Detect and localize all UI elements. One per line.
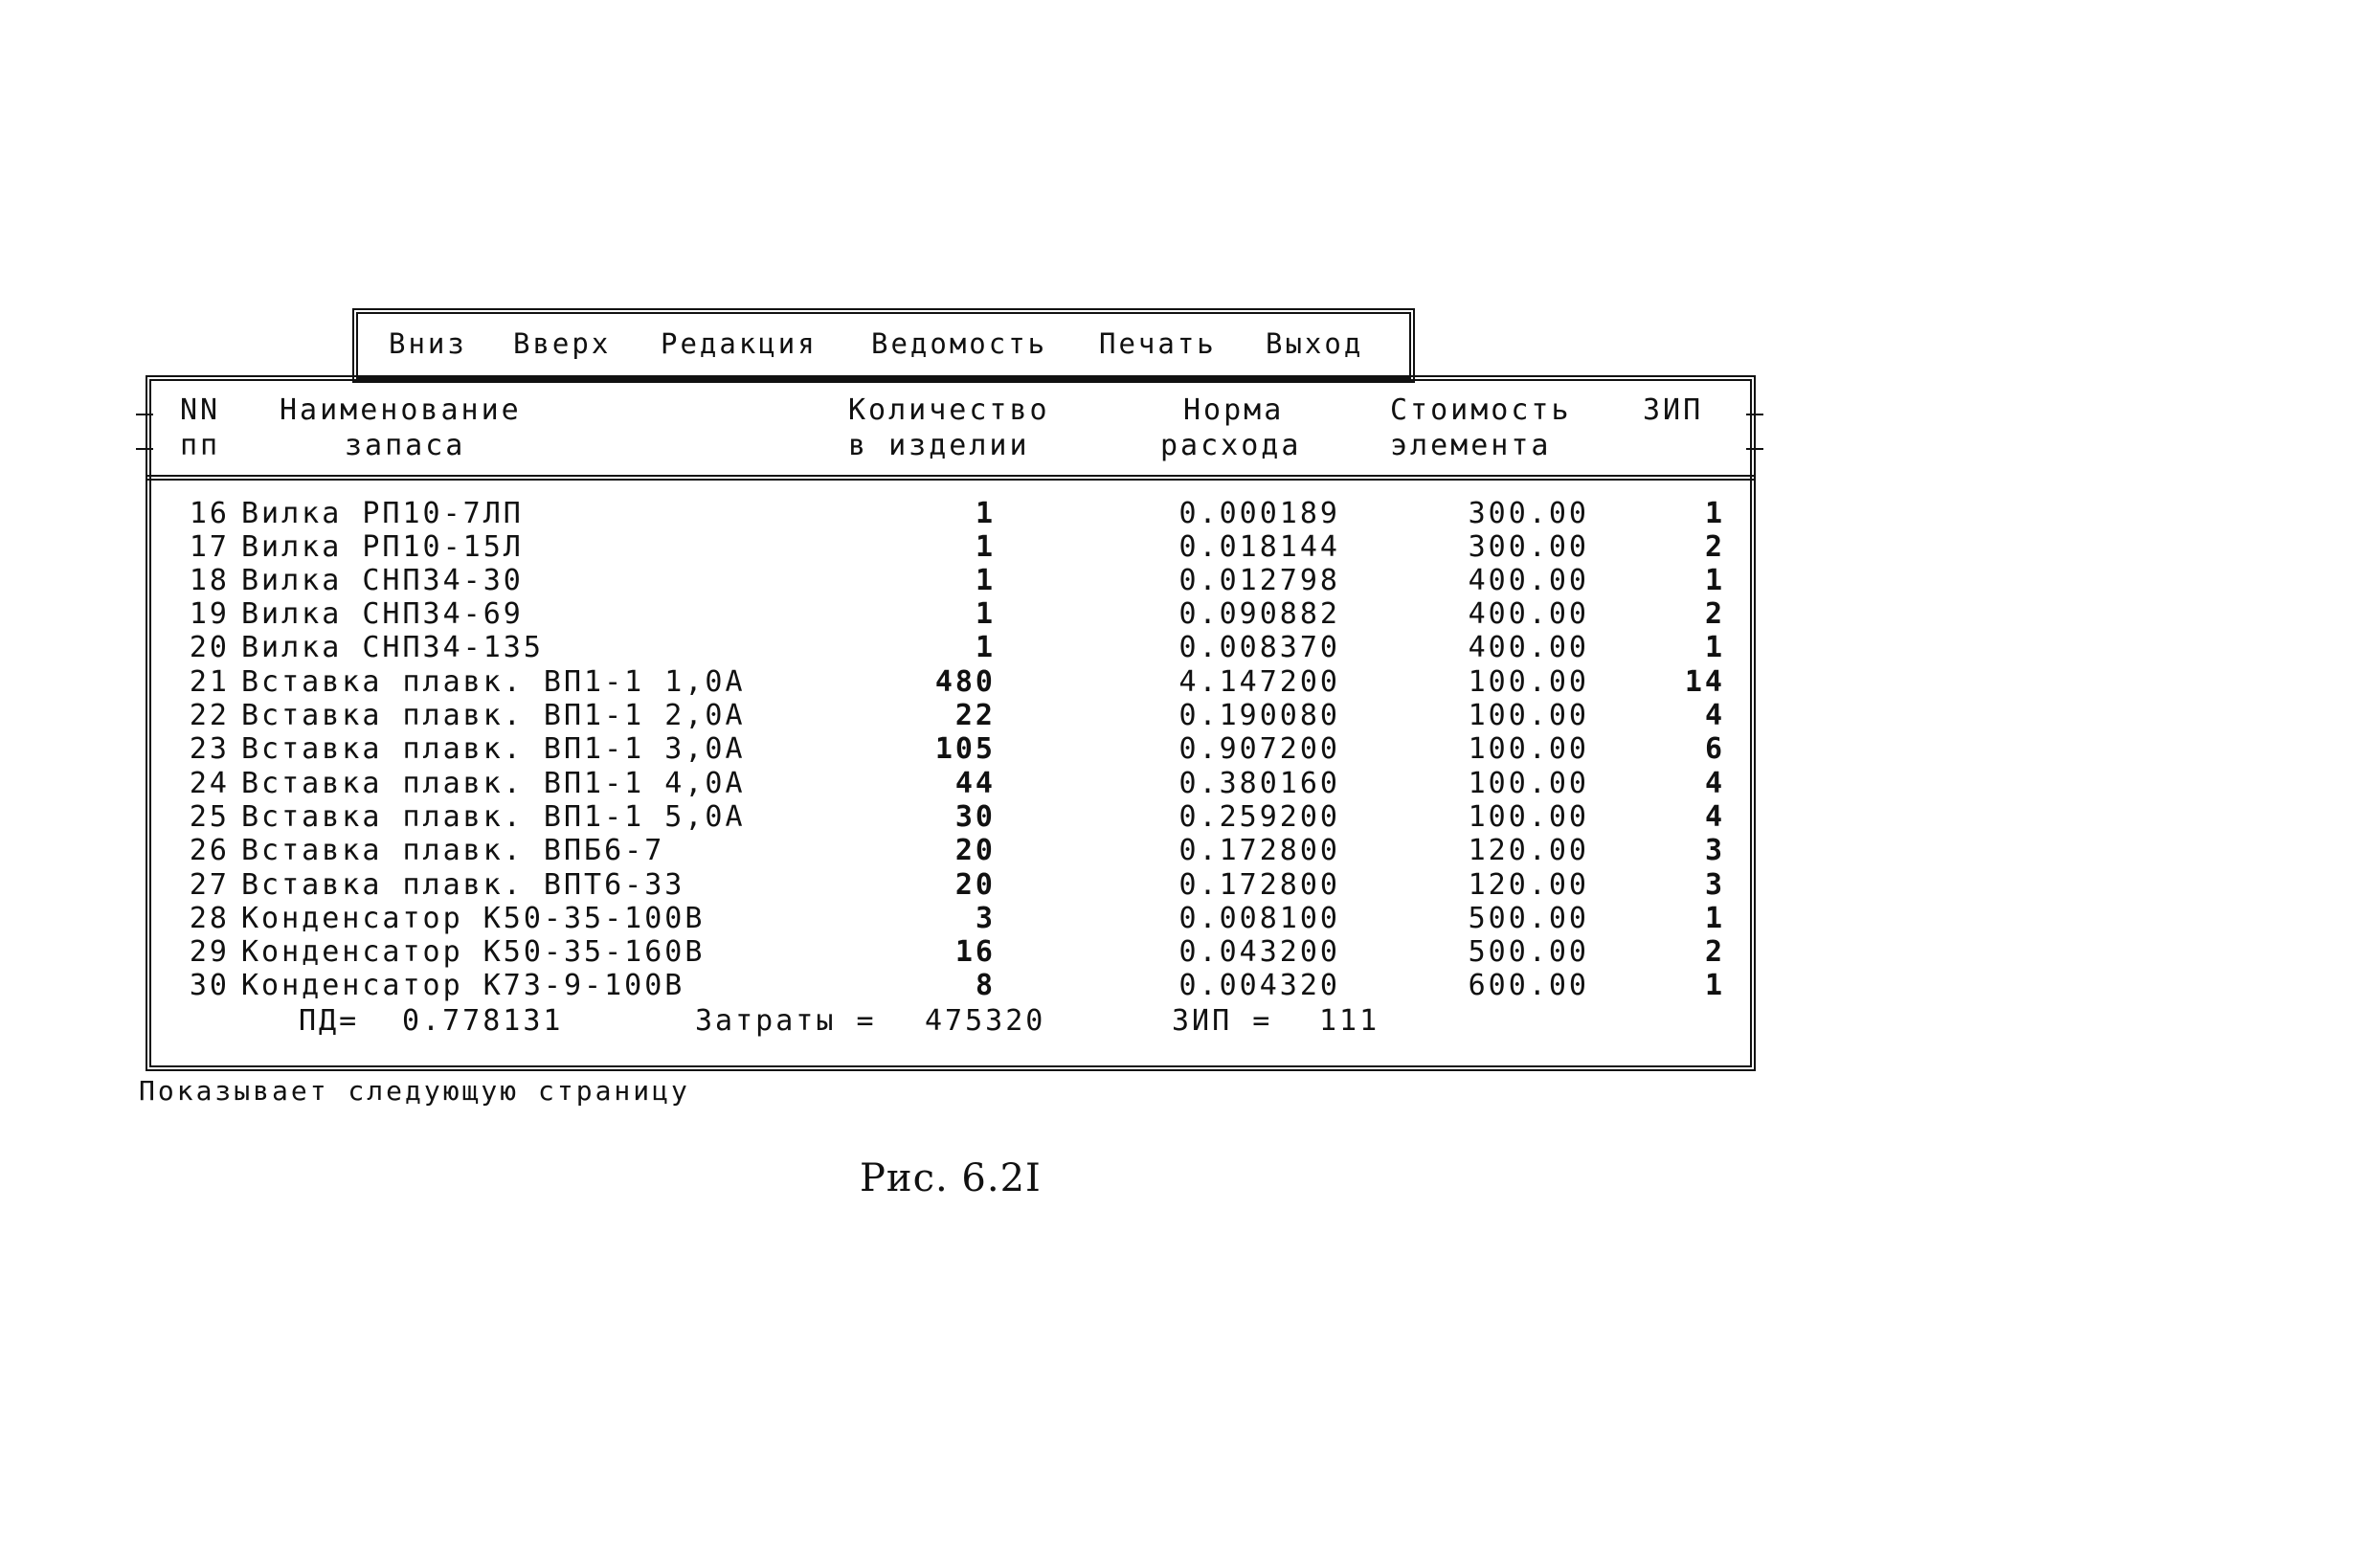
row-cost: 100.00 [1468,732,1589,766]
table-row[interactable] [0,902,2378,939]
pd-label: ПД= [299,1004,360,1038]
row-cost: 100.00 [1468,767,1589,800]
frame-tick [136,414,153,415]
row-name: Вставка плавк. ВП1-1 2,0А [241,699,746,732]
row-norm: 0.172800 [1178,834,1340,867]
row-qty: 105 [934,732,996,766]
row-name: Вставка плавк. ВПТ6-33 [241,868,685,902]
row-cost: 500.00 [1468,902,1589,935]
row-zip: 14 [1684,665,1725,699]
row-zip: 1 [1704,969,1725,1002]
menu-item-statement[interactable]: Ведомость [871,327,1048,360]
row-num: 26 [189,834,230,867]
row-norm: 0.259200 [1178,800,1340,834]
table-row[interactable] [0,497,2378,534]
table-row[interactable] [0,530,2378,568]
header-divider [146,475,1756,481]
row-name: Вилка РП10-15Л [241,530,524,564]
row-zip: 2 [1704,597,1725,631]
row-qty: 16 [954,935,996,969]
menu-item-edit[interactable]: Редакция [661,327,818,360]
header-norm-sub: расхода [1160,429,1302,462]
row-qty: 1 [975,597,996,631]
row-norm: 0.000189 [1178,497,1340,530]
row-qty: 20 [954,868,996,902]
row-cost: 400.00 [1468,631,1589,664]
row-qty: 44 [954,767,996,800]
row-cost: 120.00 [1468,868,1589,902]
row-zip: 4 [1704,767,1725,800]
row-zip: 6 [1704,732,1725,766]
frame-tick [1746,448,1763,450]
row-name: Конденсатор К73-9-100В [241,969,685,1002]
menu-item-up[interactable]: Вверх [513,327,612,360]
row-num: 20 [189,631,230,664]
header-nn: NN [180,393,221,427]
row-name: Конденсатор К50-35-100В [241,902,706,935]
cost-total-value: 475320 [925,1004,1046,1038]
header-name-sub: запаса [345,429,466,462]
row-norm: 0.190080 [1178,699,1340,732]
row-cost: 300.00 [1468,530,1589,564]
row-cost: 100.00 [1468,665,1589,699]
frame-tick [136,448,153,450]
table-row[interactable] [0,969,2378,1006]
row-num: 19 [189,597,230,631]
row-num: 18 [189,564,230,597]
row-qty: 480 [934,665,996,699]
menu-item-exit[interactable]: Выход [1266,327,1364,360]
figure-caption: Рис. 6.2I [860,1156,1042,1200]
row-qty: 8 [975,969,996,1002]
row-name: Вилка СНП34-135 [241,631,544,664]
zip-total-label: ЗИП = [1172,1004,1273,1038]
row-name: Вилка РП10-7ЛП [241,497,524,530]
table-row[interactable] [0,834,2378,871]
table-row[interactable] [0,665,2378,703]
row-norm: 0.004320 [1178,969,1340,1002]
row-zip: 4 [1704,699,1725,732]
row-zip: 1 [1704,497,1725,530]
row-qty: 30 [954,800,996,834]
row-norm: 0.008370 [1178,631,1340,664]
row-qty: 3 [975,902,996,935]
row-qty: 1 [975,530,996,564]
header-cost: Стоимость [1390,393,1572,427]
row-name: Вставка плавк. ВП1-1 1,0А [241,665,746,699]
row-cost: 300.00 [1468,497,1589,530]
menu-item-print[interactable]: Печать [1099,327,1217,360]
row-num: 21 [189,665,230,699]
row-qty: 1 [975,497,996,530]
header-norm: Норма [1183,393,1285,427]
row-num: 24 [189,767,230,800]
row-num: 30 [189,969,230,1002]
cost-total-label: Затраты = [695,1004,877,1038]
row-num: 27 [189,868,230,902]
table-row[interactable] [0,732,2378,770]
row-qty: 20 [954,834,996,867]
row-zip: 2 [1704,530,1725,564]
row-qty: 22 [954,699,996,732]
row-zip: 2 [1704,935,1725,969]
row-cost: 100.00 [1468,699,1589,732]
row-name: Вилка СНП34-30 [241,564,524,597]
row-norm: 0.008100 [1178,902,1340,935]
row-name: Конденсатор К50-35-160В [241,935,706,969]
row-num: 25 [189,800,230,834]
table-row[interactable] [0,564,2378,601]
row-num: 16 [189,497,230,530]
totals-row [0,1004,2378,1042]
row-num: 23 [189,732,230,766]
table-row[interactable] [0,597,2378,635]
menu-item-down[interactable]: Вниз [389,327,467,360]
header-pp: пп [180,429,221,462]
table-row[interactable] [0,935,2378,973]
row-cost: 100.00 [1468,800,1589,834]
row-norm: 0.043200 [1178,935,1340,969]
table-row[interactable] [0,699,2378,736]
row-norm: 4.147200 [1178,665,1340,699]
header-name: Наименование [280,393,522,427]
row-zip: 3 [1704,868,1725,902]
header-zip: ЗИП [1643,393,1704,427]
row-norm: 0.380160 [1178,767,1340,800]
row-norm: 0.907200 [1178,732,1340,766]
row-norm: 0.012798 [1178,564,1340,597]
table-row[interactable] [0,767,2378,804]
table-row[interactable] [0,631,2378,668]
row-zip: 1 [1704,631,1725,664]
zip-total-value: 111 [1319,1004,1380,1038]
row-num: 22 [189,699,230,732]
row-num: 29 [189,935,230,969]
row-name: Вставка плавк. ВПБ6-7 [241,834,665,867]
row-zip: 1 [1704,564,1725,597]
row-qty: 1 [975,631,996,664]
row-num: 17 [189,530,230,564]
row-zip: 3 [1704,834,1725,867]
header-qty: Количество [848,393,1050,427]
pd-value: 0.778131 [402,1004,564,1038]
table-row[interactable] [0,868,2378,906]
row-norm: 0.090882 [1178,597,1340,631]
header-cost-sub: элемента [1390,429,1552,462]
row-name: Вставка плавк. ВП1-1 5,0А [241,800,746,834]
row-cost: 500.00 [1468,935,1589,969]
status-line: Показывает следующую страницу [139,1075,690,1107]
row-cost: 400.00 [1468,564,1589,597]
row-cost: 400.00 [1468,597,1589,631]
row-cost: 600.00 [1468,969,1589,1002]
row-cost: 120.00 [1468,834,1589,867]
frame-tick [1746,414,1763,415]
row-name: Вставка плавк. ВП1-1 3,0А [241,732,746,766]
row-norm: 0.172800 [1178,868,1340,902]
row-qty: 1 [975,564,996,597]
header-qty-sub: в изделии [848,429,1030,462]
row-name: Вилка СНП34-69 [241,597,524,631]
row-zip: 1 [1704,902,1725,935]
table-row[interactable] [0,800,2378,838]
row-zip: 4 [1704,800,1725,834]
row-norm: 0.018144 [1178,530,1340,564]
row-name: Вставка плавк. ВП1-1 4,0А [241,767,746,800]
row-num: 28 [189,902,230,935]
